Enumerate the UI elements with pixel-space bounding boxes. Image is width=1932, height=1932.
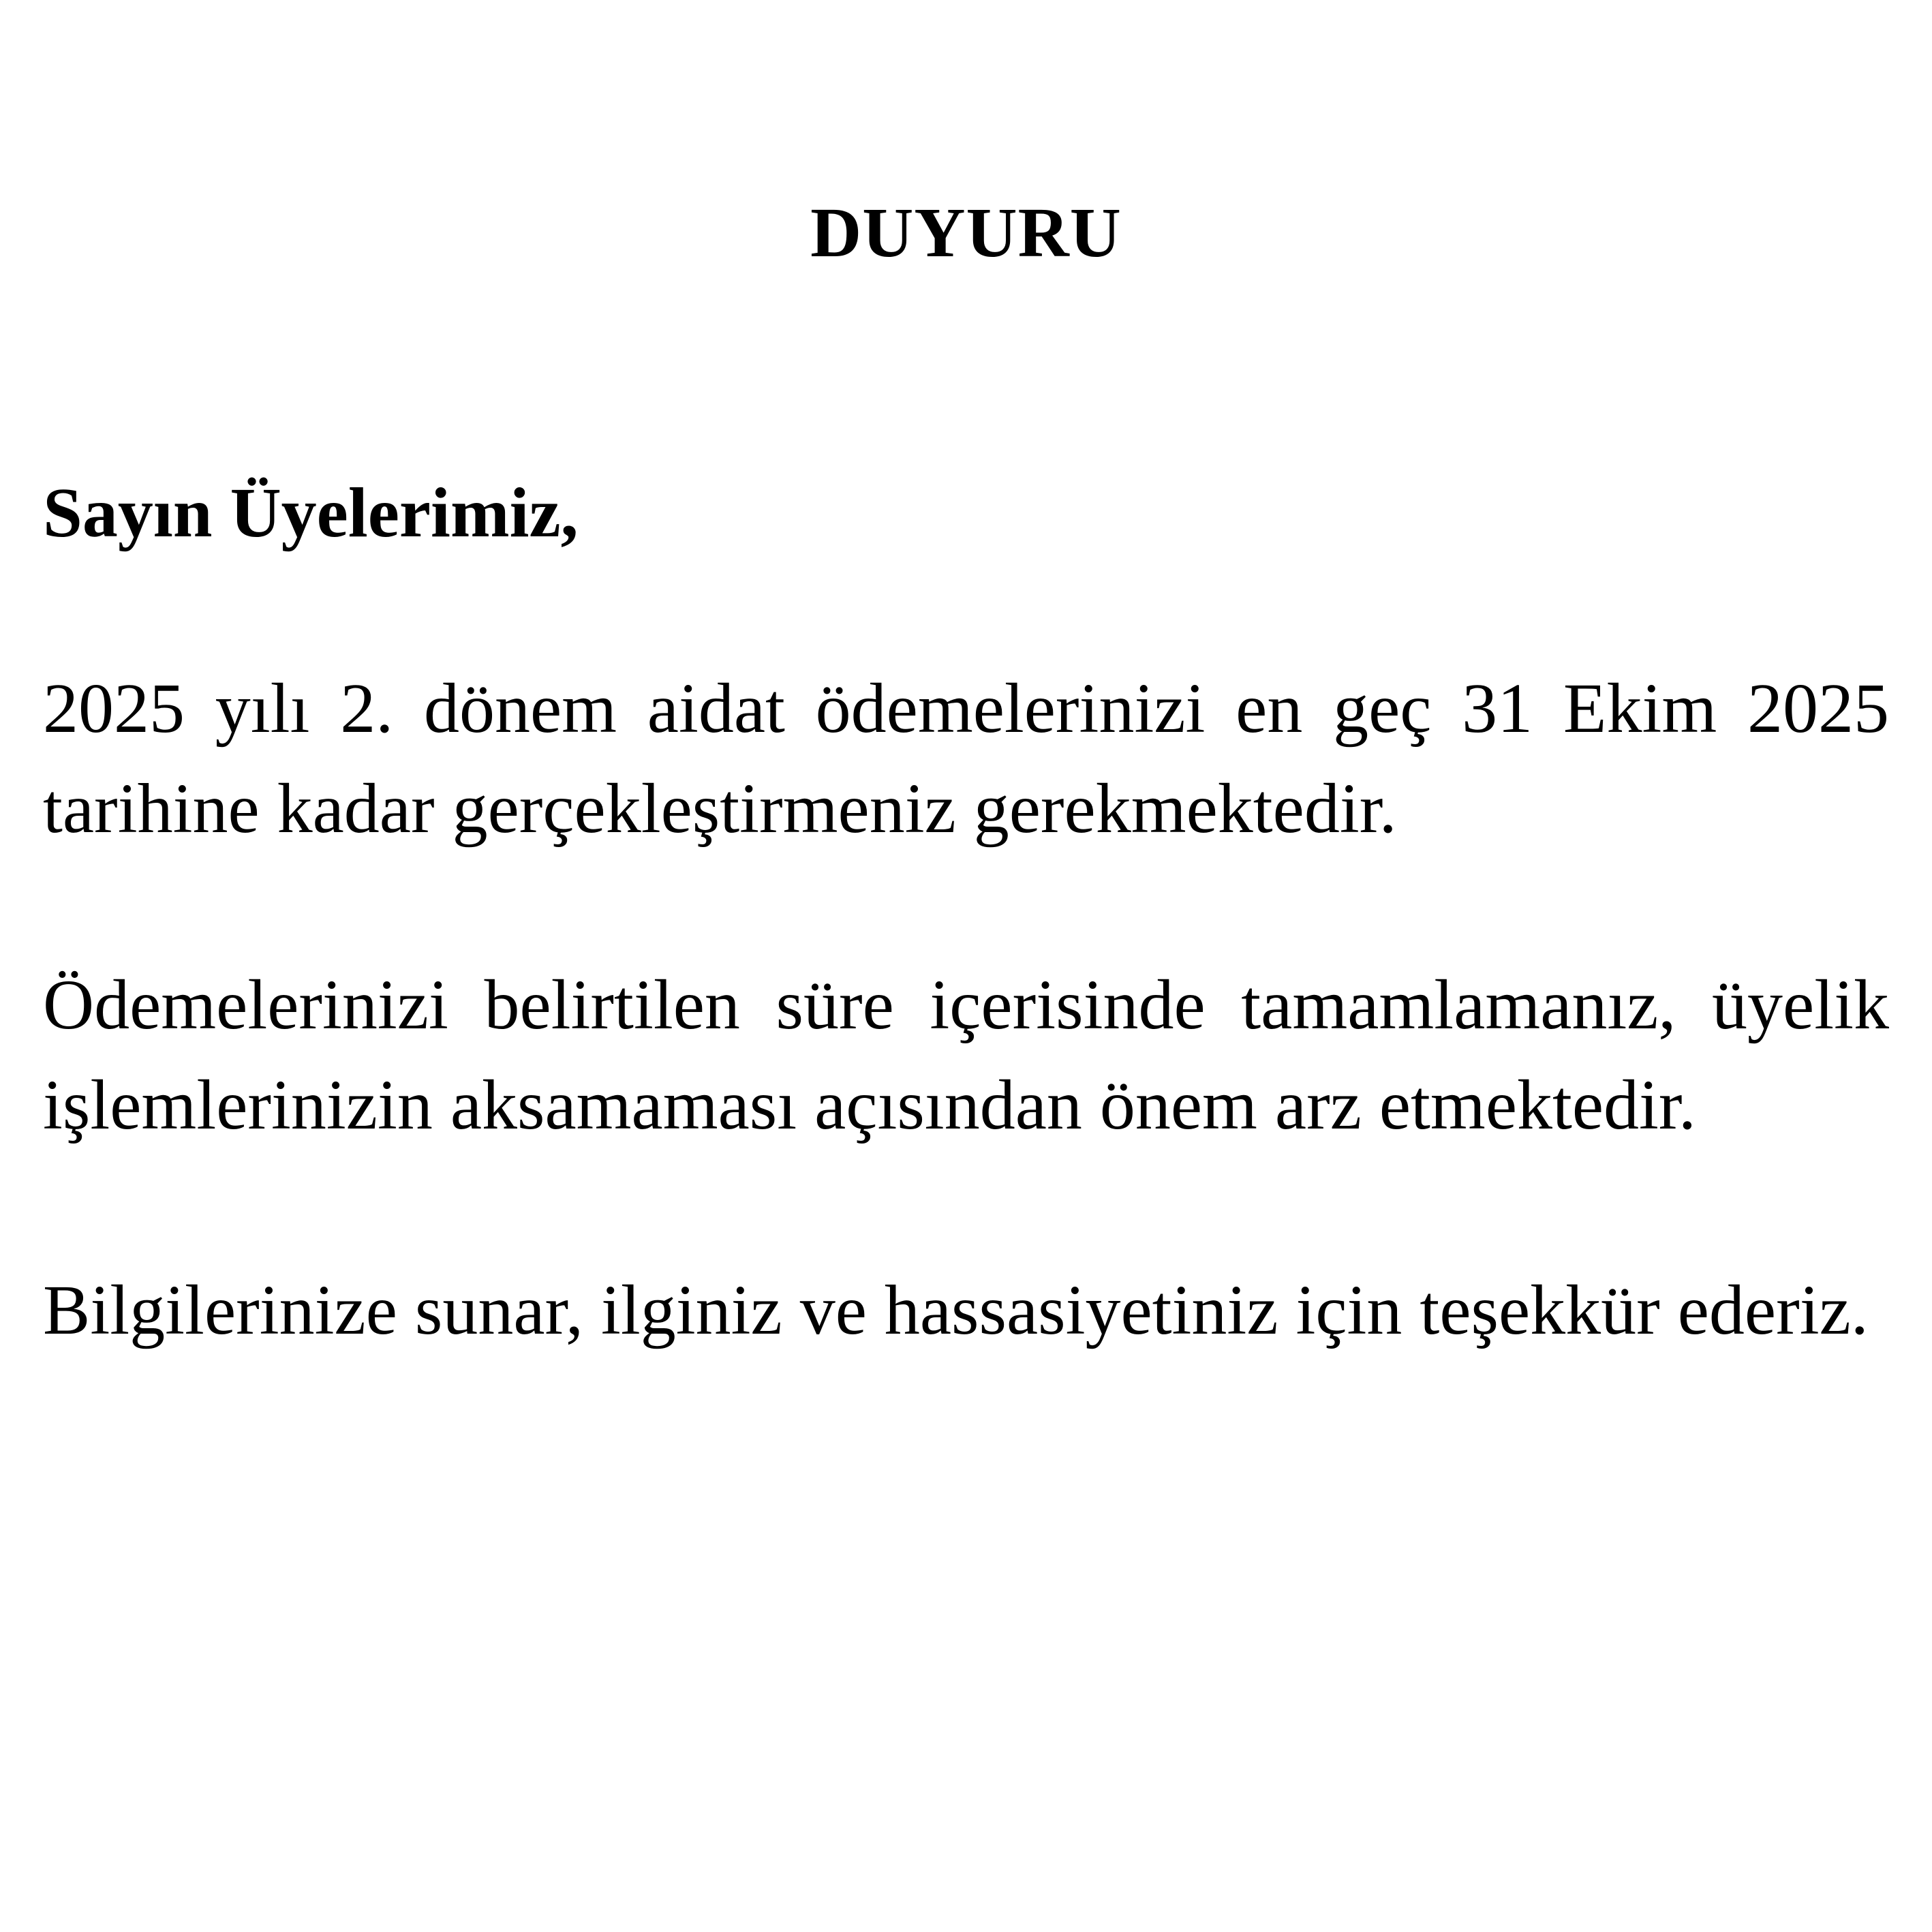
paragraph-line: 2025 yılı 2. dönem aidat ödemelerinizi en geç 31 Ekim 2025 — [43, 669, 1889, 748]
paragraph-closing-thanks — [43, 1260, 1889, 1360]
paragraph-importance-note — [43, 955, 1889, 1155]
document-title: DUYURU — [810, 194, 1122, 272]
paragraph-payment-deadline — [43, 658, 1889, 859]
paragraph-line: Bilgilerinize sunar, ilginiz ve hassasiyetiniz için teşekkür ederiz. — [43, 1271, 1869, 1349]
paragraph-line: Ödemelerinizi belirtilen süre içerisinde tamamlamanız, üyelik — [43, 966, 1889, 1044]
paragraph-line: işlemlerinizin aksamaması açısından önem arz etmektedir. — [43, 1066, 1696, 1144]
paragraph-line: tarihine kadar gerçekleştirmeniz gerekmektedir. — [43, 769, 1397, 848]
greeting-line: Sayın Üyelerimiz, — [43, 474, 579, 552]
